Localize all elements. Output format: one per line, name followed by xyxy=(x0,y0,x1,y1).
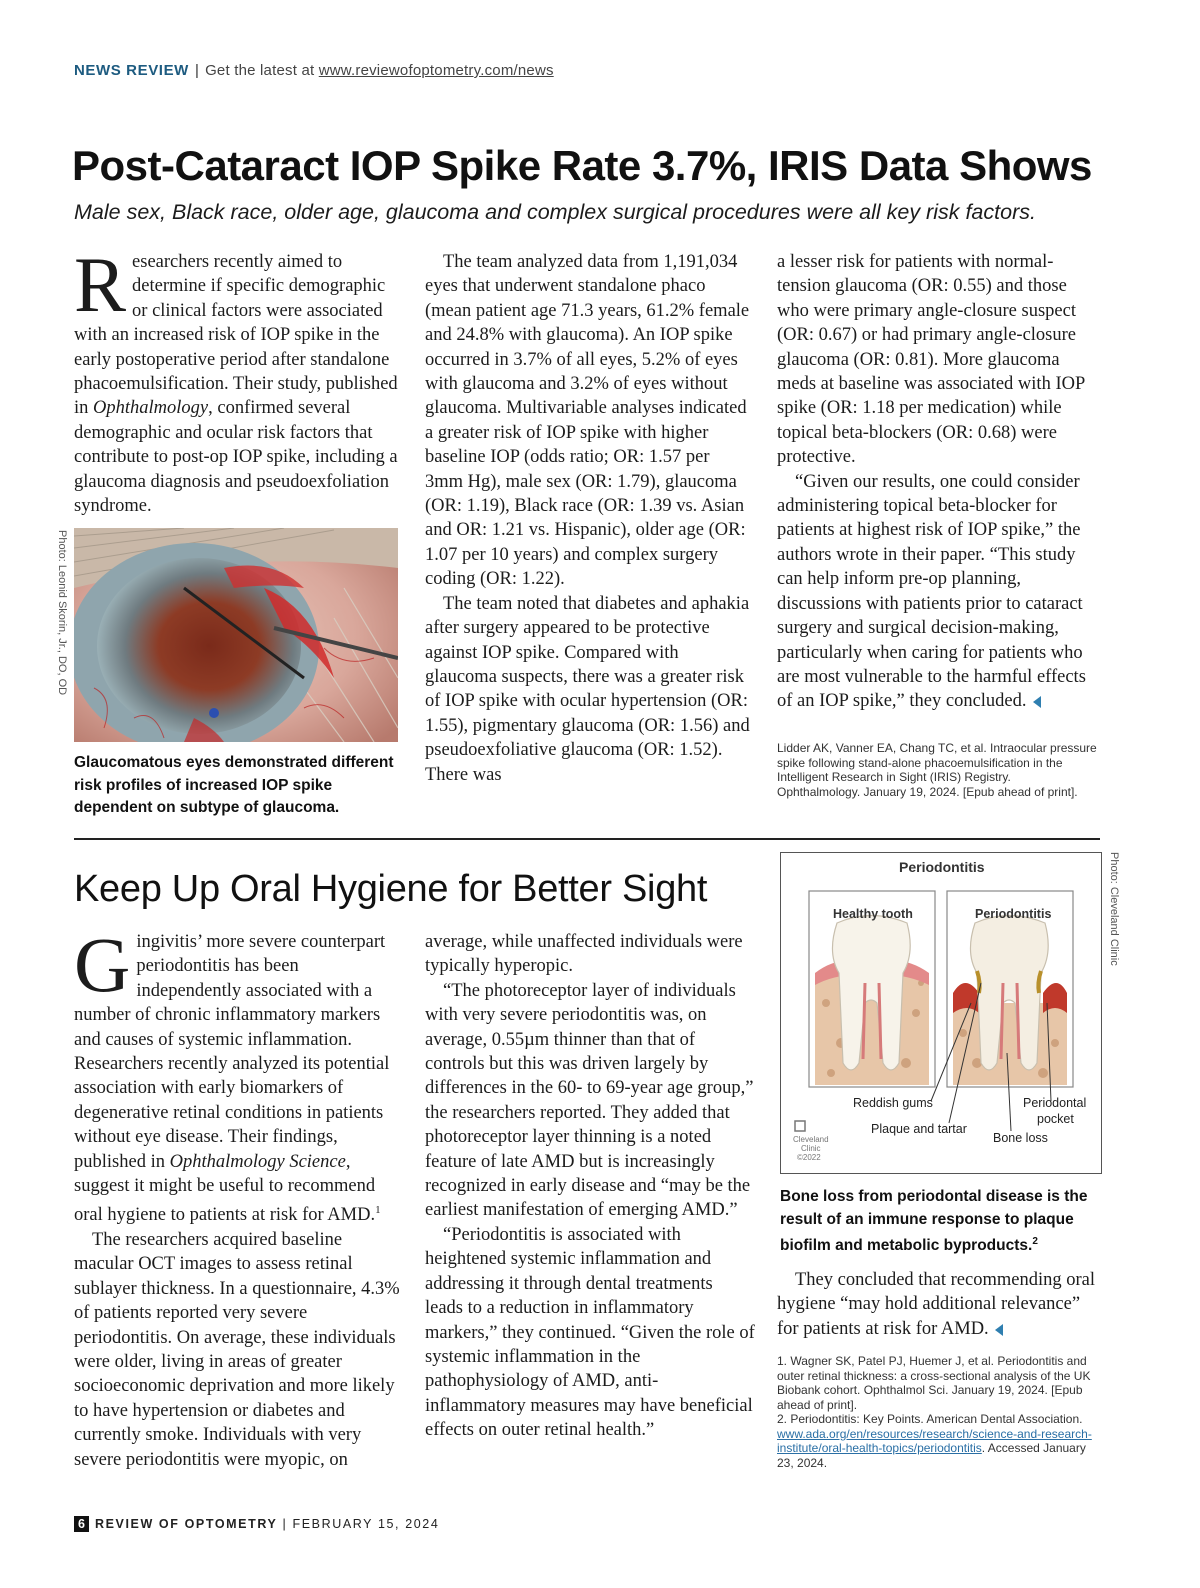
article1-paragraph xyxy=(74,241,400,518)
page-number: 6 xyxy=(74,1516,89,1532)
reference xyxy=(777,1412,1099,1470)
logo-text: ©2022 xyxy=(797,1153,821,1162)
footnote-marker: 2 xyxy=(1032,1236,1038,1247)
footer-separator: | xyxy=(282,1517,288,1531)
healthy-tooth-label: Healthy tooth xyxy=(833,907,913,921)
reference-text: . Accessed January 23, 2024. xyxy=(777,1441,1086,1470)
footnote-marker: 1 xyxy=(375,1204,381,1217)
section-header xyxy=(74,62,554,79)
article2-column-2 xyxy=(425,930,755,1443)
reference: 1. Wagner SK, Patel PJ, Huemer J, et al. Periodontitis and outer retinal thickness: a cross-sectional analysis of the UK Biobank cohort. Ophthalmol Sci. January 19, 2024. [Epub ahead of print]. xyxy=(777,1354,1091,1412)
bone-loss-label: Bone loss xyxy=(993,1131,1048,1145)
page-footer xyxy=(74,1516,439,1532)
article1-column-2 xyxy=(425,250,751,787)
cleveland-clinic-logo xyxy=(793,1135,829,1162)
periodontal-pocket-label-1: Periodontal xyxy=(1023,1096,1087,1110)
article1-paragraph: The team analyzed data from 1,191,034 eyes that underwent standalone phaco (mean patient age 71.3 years, 61.2% female and 24.8% with glaucoma). An IOP spike occurred in 3.7% of all eyes, 5.2% of eyes with glaucoma and 3.2% of eyes without glaucoma. Multivariable analyses indicated a greater risk of IOP spike with higher baseline IOP (odds ratio; OR: 1.57 per 3mm Hg), male sex (OR: 1.79), glaucoma (OR: 1.19), Black race (OR: 1.39 vs. Asian and OR: 1.21 vs. Hispanic), older age (OR: 1.07 per 10 years) and complex surgery coding (OR: 1.22). xyxy=(425,252,750,590)
plaque-label: Plaque and tartar xyxy=(871,1122,967,1136)
end-of-article-icon xyxy=(1033,696,1041,708)
article1-paragraph xyxy=(777,470,1103,714)
photo-credit: Photo: Cleveland Clinic xyxy=(1108,852,1120,966)
logo-text: Clinic xyxy=(801,1144,821,1153)
header-separator: | xyxy=(194,62,200,79)
periodontal-pocket-label-2: pocket xyxy=(1037,1112,1074,1126)
journal-name: Ophthalmology xyxy=(93,398,209,419)
article2-paragraph xyxy=(777,1268,1103,1341)
article1-column-1 xyxy=(74,241,400,518)
article2-paragraph: The researchers acquired baseline macular OCT images to assess retinal sublayer thickness. In a questionnaire, 4.3% of patients reported very severe periodontitis. On average, these individuals were older, living in areas of greater socioeconomic deprivation and more likely to have hypertension or diabetes and currently smoke. Individuals with very severe periodontitis were myopic, on xyxy=(74,1230,400,1470)
header-tagline: Get the latest at xyxy=(205,62,315,79)
issue-date: FEBRUARY 15, 2024 xyxy=(292,1517,440,1531)
article1-text: “Given our results, one could consider administering topical beta-blocker for patients at highest risk of IOP spike,” the authors wrote in their paper. “This study can help inform pre-op planning, discussions with patients prior to cataract surgery and surgical decision-making, particularly when caring for patients who are most vulnerable to the harmful effects of an IOP spike,” they concluded. xyxy=(777,471,1086,712)
reference-text: 2. Periodontitis: Key Points. American Dental Association. xyxy=(777,1412,1083,1426)
section-label: NEWS REVIEW xyxy=(74,62,189,79)
figure-title: Periodontitis xyxy=(899,859,985,875)
dropcap: G xyxy=(74,921,131,1008)
dropcap: R xyxy=(74,241,127,328)
article2-text: They concluded that recommending oral hygiene “may hold additional relevance” for patients at risk for AMD. xyxy=(777,1270,1096,1339)
reference: Lidder AK, Vanner EA, Chang TC, et al. Intraocular pressure spike following stand-alone phacoemulsification in the Intelligent Research in Sight (IRIS) Registry. Ophthalmology. January 19, 2024. [Epub ahead of print]. xyxy=(777,741,1097,799)
article2-headline: Keep Up Oral Hygiene for Better Sight xyxy=(74,868,708,910)
article2-paragraph: “Periodontitis is associated with heightened systemic inflammation and addressing it through dental treatments leads to a reduction in inflammatory markers,” they continued. “Given the role of systemic inflammation in the pathophysiology of AMD, anti-inflammatory measures may have beneficial effects on outer retinal health.” xyxy=(425,1224,755,1441)
article2-column-3 xyxy=(777,1268,1103,1341)
eye-surgery-photo xyxy=(74,528,398,742)
caption-text: Bone loss from periodontal disease is the result of an immune response to plaque biofilm and metabolic byproducts. xyxy=(780,1188,1088,1255)
article1-deck: Male sex, Black race, older age, glaucoma and complex surgical procedures were all key risk factors. xyxy=(74,200,1036,224)
article1-headline: Post-Cataract IOP Spike Rate 3.7%, IRIS Data Shows xyxy=(72,142,1092,189)
article2-paragraph: “The photoreceptor layer of individuals with very severe periodontitis was, on average, 0.55µm thinner than that of controls but this was driven largely by differences in the 60- to 69-year age group,” the researchers reported. They added that photoreceptor layer thinning is a noted feature of late AMD but is increasingly recognized in early disease and “may be the earliest manifestation of emerging AMD.” xyxy=(425,980,754,1221)
article1-text: esearchers recently aimed to determine if specific demographic or clinical factors were associated with an increased risk of IOP spike in the early postoperative period after standalone phacoemulsification. Their study, published in xyxy=(74,252,398,419)
reddish-gums-label: Reddish gums xyxy=(853,1096,933,1110)
article2-text: , suggest it might be useful to recommend oral hygiene to patients at risk for AMD. xyxy=(74,1151,376,1226)
publication-name: REVIEW OF OPTOMETRY xyxy=(94,1517,278,1531)
figure-caption xyxy=(780,1186,1100,1258)
reference-url-link[interactable]: www.ada.org/en/resources/research/science-and-research-institute/oral-health-topics/periodontitis xyxy=(777,1426,1092,1455)
journal-name: Ophthalmology Science xyxy=(169,1151,346,1172)
photo-credit: Photo: Leonid Skorin, Jr., DO, OD xyxy=(56,530,68,696)
periodontitis-label: Periodontitis xyxy=(975,907,1052,921)
article2-text: ingivitis’ more severe counterpart periodontitis has been independently associated with a number of chronic inflammatory markers and causes of systemic inflammation. Researchers recently analyzed its potential association with early biomarkers of degenerative retinal conditions in patients without eye disease. Their findings, published in xyxy=(74,932,390,1172)
article1-paragraph: The team noted that diabetes and aphakia after surgery appeared to be protective against IOP spike. Compared with glaucoma suspects, there was a greater risk of IOP spike with ocular hypertension (OR: 1.55), pigmentary glaucoma (OR: 1.56) and pseudoexfoliative glaucoma (OR: 1.52). There was xyxy=(425,593,750,785)
article2-paragraph xyxy=(74,921,400,1228)
article1-column-3 xyxy=(777,250,1103,714)
article-divider xyxy=(74,838,1100,840)
end-of-article-icon xyxy=(995,1324,1003,1336)
article1-paragraph: a lesser risk for patients with normal-tension glaucoma (OR: 0.55) and those who were primary angle-closure suspect (OR: 0.67) or had primary angle-closure glaucoma (OR: 0.81). More glaucoma meds at baseline was associated with IOP spike (OR: 1.18 per medication) while topical beta-blockers (OR: 0.68) were protective. xyxy=(777,252,1085,468)
periodontitis-figure xyxy=(780,852,1102,1174)
logo-text: Cleveland xyxy=(793,1135,829,1144)
article1-text: , confirmed several demographic and ocular risk factors that contribute to post-op IOP spike, including a glaucoma diagnosis and pseudoexfoliation syndrome. xyxy=(74,398,398,517)
article2-column-1 xyxy=(74,921,400,1472)
header-url-link[interactable]: www.reviewofoptometry.com/news xyxy=(318,62,554,79)
article2-paragraph: average, while unaffected individuals were typically hyperopic. xyxy=(425,932,743,977)
photo-caption: Glaucomatous eyes demonstrated different risk profiles of increased IOP spike dependent on subtype of glaucoma. xyxy=(74,754,394,816)
